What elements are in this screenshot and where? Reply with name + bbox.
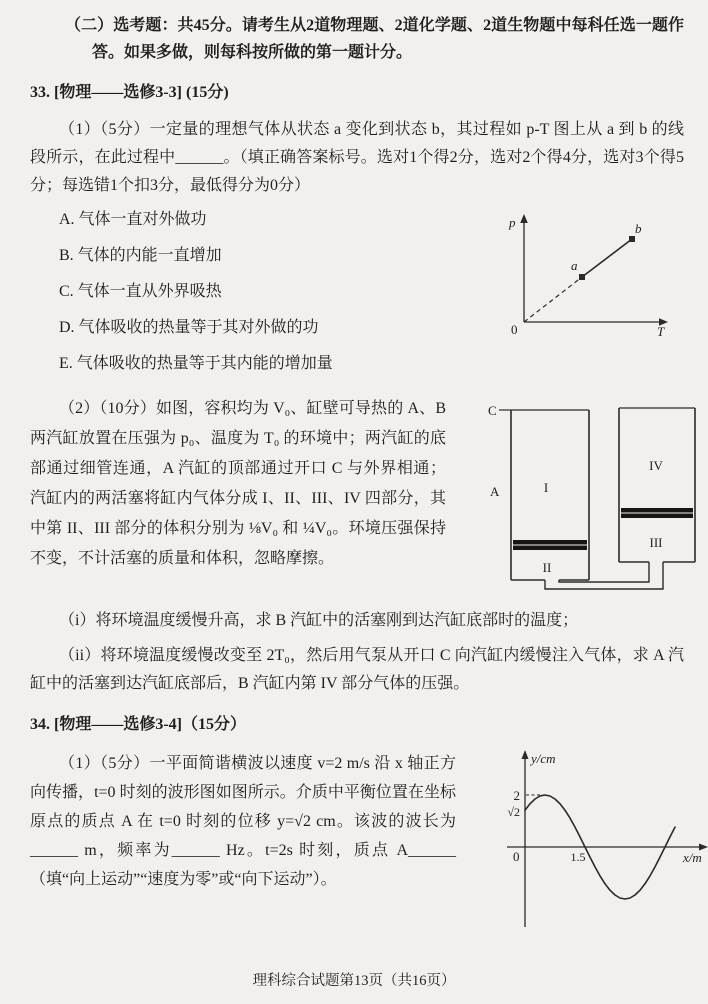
dashed-extension-line <box>524 277 582 322</box>
amplitude-tick-label: 2 <box>513 788 520 803</box>
origin-label: 0 <box>511 322 518 337</box>
option-c: C. 气体一直从外界吸热 <box>59 283 222 300</box>
q33-options-row <box>30 208 684 388</box>
question-34-header: 34. [物理——选修3-4]（15分） <box>30 716 246 733</box>
p-axis-arrow-icon <box>520 214 528 223</box>
section-instructions: （二）选考题：共45分。请考生从2道物理题、2道化学题、2道生物题中每科任选一题作答。如果多做，则每科按所做的第一题计分。 <box>65 17 684 61</box>
cylinder-diagram-svg <box>485 396 708 596</box>
q33-part2-text: （2）（10分）如图，容积均为 V₀、缸壁可导热的 A、B 两汽缸放置在压强为 p₀、温度为 T₀ 的环境中；两汽缸的底部通过细管连通，A 汽缸的顶部通过开口 C 与外界相通；汽缸内的两活塞将缸内气体分成 I、II、III、IV 四部分，其中第 II、III 部分的体积分别为 ⅛V₀ 和 ¼V₀。环境压强保持不变，不计活塞的质量和体积，忽略摩擦。 <box>30 400 446 567</box>
q34-part1 <box>30 749 702 939</box>
pt-diagram-svg <box>504 210 674 338</box>
start-displacement-label: √2 <box>507 805 520 819</box>
q33-subquestion-ii: （ii）将环境温度缓慢改变至 2T₀，然后用气泵从开口 C 向汽缸内缓慢注入气体，求 A 汽缸中的活塞到达汽缸底部后，B 汽缸内第 IV 部分气体的压强。 <box>30 647 684 692</box>
connecting-tube-outer <box>542 560 663 589</box>
cylinder-a-label: A <box>490 484 500 499</box>
q33-subquestion-i: （i）将环境温度缓慢升高，求 B 汽缸中的活塞刚到达汽缸底部时的温度； <box>59 612 579 629</box>
point-a-marker <box>579 274 585 280</box>
point-a-label: a <box>571 258 578 273</box>
cylinder-figure <box>456 396 684 598</box>
t-axis-label: T <box>657 324 665 338</box>
x-axis-label: x/m <box>683 850 702 865</box>
pt-diagram-figure <box>504 208 684 388</box>
q33-options-list <box>30 208 504 388</box>
opening-c-label: C <box>488 403 497 418</box>
option-d: D. 气体吸收的热量等于其对外做的功 <box>59 319 319 336</box>
point-b-label: b <box>635 221 642 236</box>
option-b: B. 气体的内能一直增加 <box>59 247 222 264</box>
p-axis-label: p <box>509 215 516 230</box>
origin-label: 0 <box>513 849 520 864</box>
option-a: A. 气体一直对外做功 <box>59 211 207 228</box>
q34-part1-text: （1）（5分）一平面简谐横波以速度 v=2 m/s 沿 x 轴正方向传播，t=0 时刻的波形图如图所示。介质中平衡位置在坐标原点的质点 A 在 t=0 时刻的位移 y=√2 cm。该波的波长为______ m，频率为______ Hz。t=2s 时刻，质点 A______（填“向上运动”“速度为零”或“向下运动”）。 <box>30 755 456 888</box>
point-b-marker <box>629 236 635 242</box>
page-footer: 理科综合试题第13页（共16页） <box>252 973 456 989</box>
wave-diagram-svg <box>493 749 708 935</box>
region-ii-label: II <box>542 560 552 575</box>
region-i-label: I <box>543 480 549 495</box>
wave-figure <box>464 749 702 937</box>
zero-crossing-tick-label: 1.5 <box>570 850 586 864</box>
region-iii-label: III <box>649 535 663 550</box>
y-axis-label: y/cm <box>531 751 556 766</box>
option-e: E. 气体吸收的热量等于其内能的增加量 <box>59 355 333 372</box>
region-iv-label: IV <box>649 458 663 473</box>
q33-part2 <box>30 394 684 600</box>
y-axis-arrow-icon <box>522 750 529 759</box>
question-33-header: 33. [物理——选修3-3] (15分) <box>30 84 229 101</box>
q33-part1-text: （1）（5分）一定量的理想气体从状态 a 变化到状态 b，其过程如 p-T 图上从 a 到 b 的线段所示，在此过程中______。（填正确答案标号。选对1个得2分，选对2个得4分，选对3个得5分；每选错1个扣3分，最低得分为0分） <box>30 121 684 194</box>
ab-process-line <box>582 239 632 277</box>
connecting-tube-inner <box>559 562 649 582</box>
